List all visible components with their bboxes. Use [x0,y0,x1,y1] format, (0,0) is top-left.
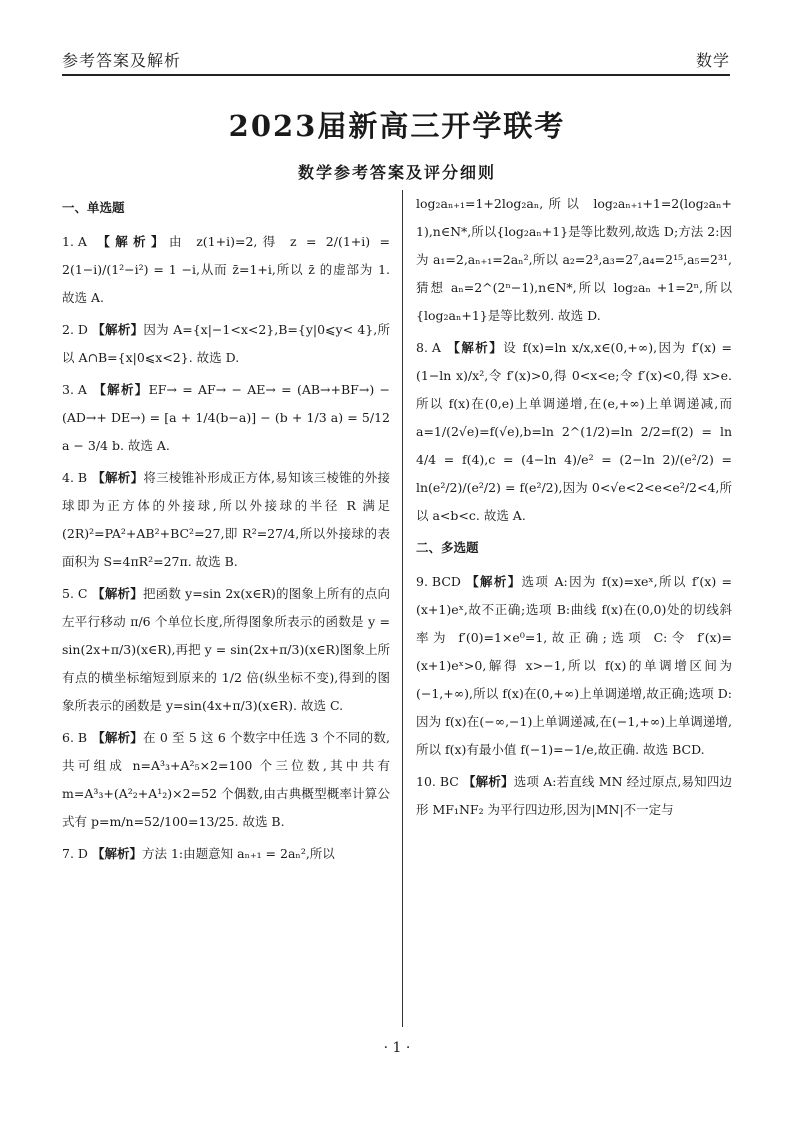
document-subtitle: 数学参考答案及评分细则 [297,163,496,182]
right-column [416,190,732,828]
analysis-tag: 【解析】 [92,470,144,485]
item-number: 10. BC [416,774,459,789]
item-text: 设 f(x)=ln x/x,x∈(0,+∞),因为 f′(x) = (1−ln x)/x²,令 f′(x)>0,得 0<x<e;令 f′(x)<0,得 x>e. 所以 f(x)在(0,e)上单调递增,在(e,+∞)上单调递减,而 a=1/(2√e)=f(√e),b=ln 2^(1/2)=ln 2/2=f(2) = ln 4/4 = f(4),c = (4−ln 4)/e² = (2−ln 2)/(e²/2) = ln(e²/2)/(e²/2) = f(e²/2),因为 0<√e<2<e<e²/2<4,所以 a<b<c. 故选 A. [416,340,732,523]
item-text: 选项 A:若直线 MN 经过原点,易知四边形 MF₁NF₂ 为平行四边形,因为|MN|不一定与 [416,774,732,817]
item-text: 因为 A={x|−1<x<2},B={y|0⩽y< 4},所以 A∩B={x|0⩽x<2}. 故选 D. [62,322,390,365]
answer-item-10 [416,768,732,824]
column-divider [402,190,403,1027]
analysis-tag: 【解析】 [91,846,142,861]
analysis-tag: 【解析】 [92,322,144,337]
analysis-tag: 【解析】 [463,774,514,789]
section-heading-multiple-choice: 二、多选题 [416,540,479,555]
answer-item-7 [62,840,390,868]
analysis-tag: 【解析】 [97,234,169,249]
item-text: 由 z(1+i)=2,得 z = 2/(1+i) = 2(1−i)/(1²−i²) = 1 −i,从而 z̄=1+i,所以 z̄ 的虚部为 1. 故选 A. [62,234,390,305]
item-text: 方法 1:由题意知 aₙ₊₁ = 2aₙ²,所以 [142,846,335,861]
header-rule [62,74,730,76]
answer-item-7-continued: log₂aₙ₊₁=1+2log₂aₙ,所以 log₂aₙ₊₁+1=2(log₂aₙ+ 1),n∈N*,所以{log₂aₙ+1}是等比数列,故选 D;方法 2:因为 a₁=2,aₙ₊₁=2aₙ²,所以 a₂=2³,a₃=2⁷,a₄=2¹⁵,a₅=2³¹,猜想 aₙ=2^(2ⁿ−1),n∈N*,所以 log₂aₙ +1=2ⁿ,所以{log₂aₙ+1}是等比数列. 故选 D. [416,196,732,323]
answer-item-1 [62,228,390,312]
item-text: 选项 A:因为 f(x)=xeˣ,所以 f′(x) =(x+1)eˣ,故不正确;选项 B:曲线 f(x)在(0,0)处的切线斜率为 f′(0)=1×e⁰=1,故正确;选项 C:令 f′(x)=(x+1)eˣ>0,解得 x>−1,所以 f(x)的单调增区间为(−1,+∞),所以 f(x)在(0,+∞)上单调递增,故正确;选项 D:因为 f(x)在(−∞,−1)上单调递减,在(−1,+∞)上单调递增,所以 f(x)有最小值 f(−1)=−1/e,故正确. 故选 BCD. [416,574,732,757]
left-column [62,190,390,872]
answer-item-6 [62,724,390,836]
item-text: EF→ = AF→ − AE→ = (AB→+BF→) − (AD→+ DE→) = [a + 1/4(b−a)] − (b + 1/3 a) = 5/12 a − 3/4 b. 故选 A. [62,382,390,453]
page-header [62,44,730,74]
answer-item-4 [62,464,390,576]
document-title: 2023届新高三开学联考 [228,109,566,143]
analysis-tag: 【解析】 [93,382,149,397]
item-number: 4. B [62,470,88,485]
page-number: · 1 · [383,1040,411,1056]
item-number: 5. C [62,586,88,601]
section-heading-single-choice: 一、单选题 [62,200,125,215]
analysis-tag: 【解析】 [466,574,522,589]
item-number: 2. D [62,322,88,337]
item-number: 9. BCD [416,574,461,589]
item-number: 6. B [62,730,88,745]
analysis-tag: 【解析】 [447,340,504,355]
item-text: 在 0 至 5 这 6 个数字中任选 3 个不同的数,共可组成 n=A³₃+A²₅×2=100 个三位数,其中共有 m=A³₃+(A²₂+A¹₂)×2=52 个偶数,由古典概型概率计算公式有 p=m/n=52/100=13/25. 故选 B. [62,730,390,829]
answer-item-5 [62,580,390,720]
analysis-tag: 【解析】 [92,730,143,745]
answer-item-9 [416,568,732,764]
item-number: 8. A [416,340,441,355]
analysis-tag: 【解析】 [92,586,143,601]
answer-item-3 [62,376,390,460]
answer-item-2 [62,316,390,372]
item-number: 7. D [62,846,88,861]
item-number: 3. A [62,382,87,397]
answer-item-8 [416,334,732,530]
item-text: 把函数 y=sin 2x(x∈R)的图象上所有的点向左平行移动 π/6 个单位长度,所得图象所表示的函数是 y = sin(2x+π/3)(x∈R),再把 y = sin(2x+π/3)(x∈R)图象上所有点的横坐标缩短到原来的 1/2 倍(纵坐标不变),得到的图象所表示的函数是 y=sin(4x+π/3)(x∈R). 故选 C. [62,586,390,713]
header-subject-label: 数学 [695,51,730,70]
item-number: 1. A [62,234,87,249]
header-left-label: 参考答案及解析 [62,51,182,70]
item-text: 将三棱锥补形成正方体,易知该三棱锥的外接球即为正方体的外接球,所以外接球的半径 R 满足(2R)²=PA²+AB²+BC²=27,即 R²=27/4,所以外接球的表面积为 S=4πR²=27π. 故选 B. [62,470,390,569]
